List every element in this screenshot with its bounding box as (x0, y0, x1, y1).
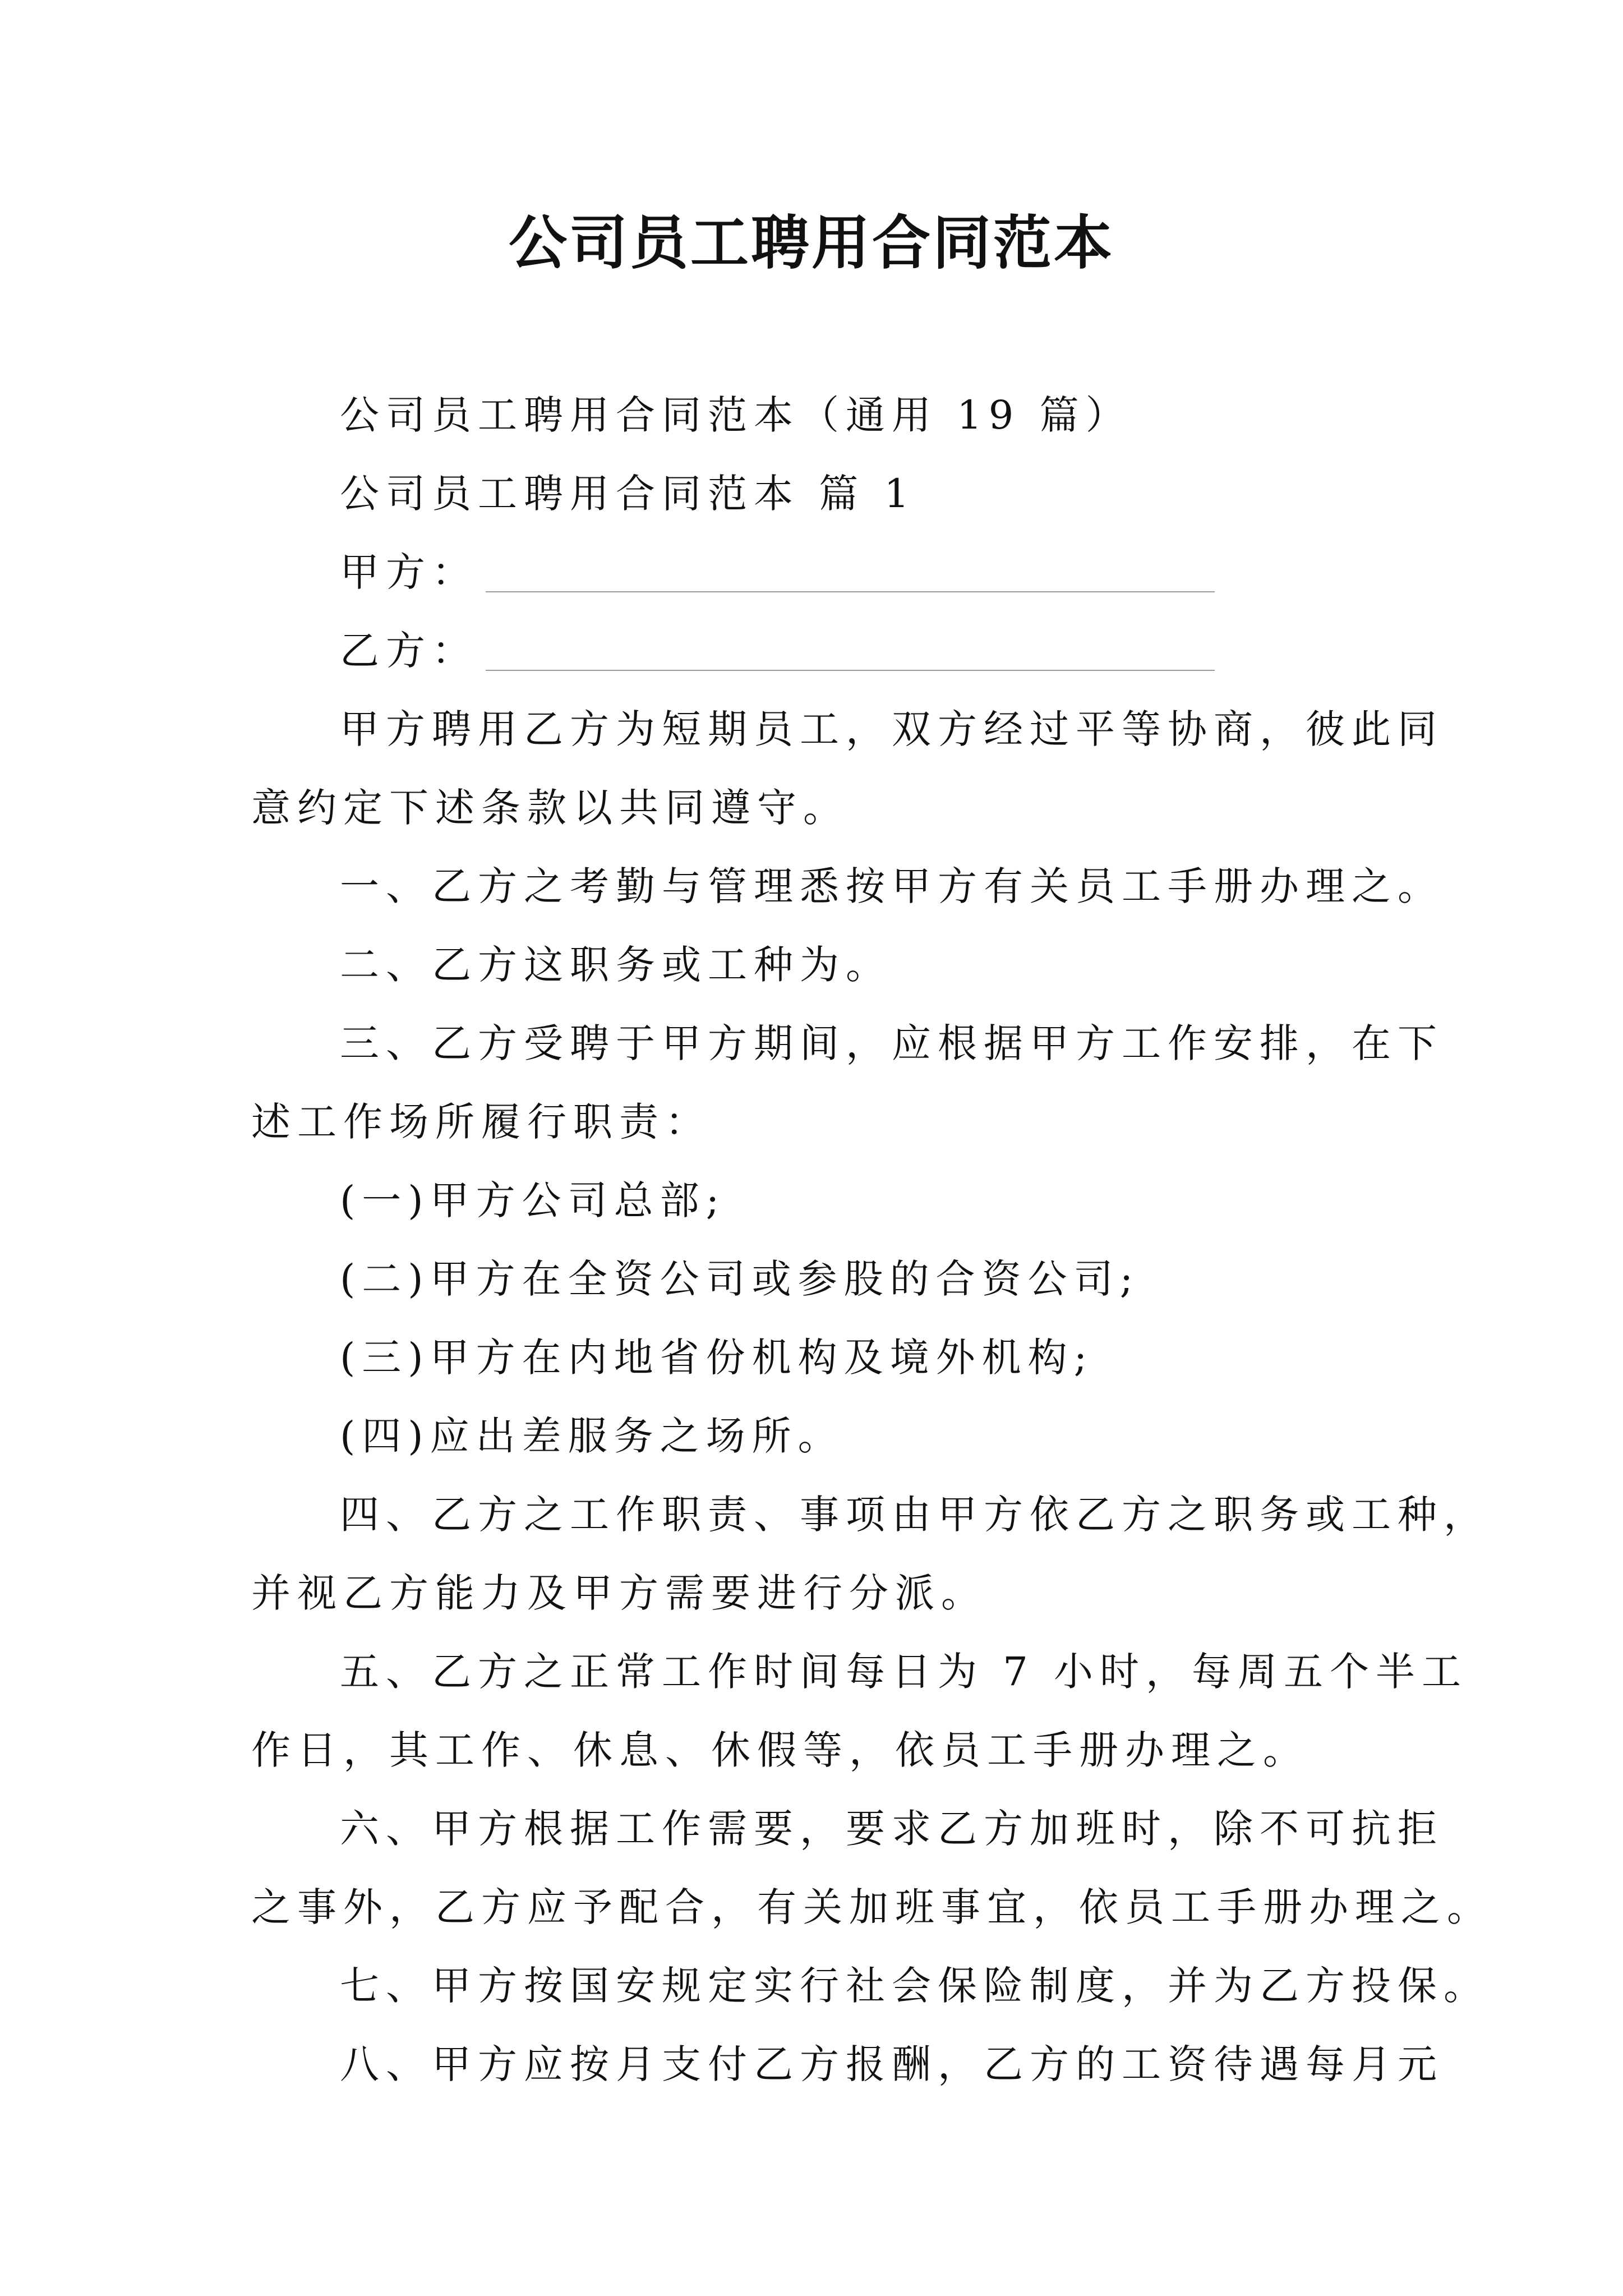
party-b-blank-line (486, 670, 1215, 671)
clause-5: 五、乙方之正常工作时间每日为 7 小时，每周五个半工 (340, 1649, 1468, 1695)
clause-6: 六、甲方根据工作需要，要求乙方加班时，除不可抗拒 (340, 1806, 1444, 1852)
clause-3-continued: 述工作场所履行职责： (251, 1099, 711, 1145)
sub-item-1: (一)甲方公司总部; (340, 1177, 726, 1223)
document-body (251, 376, 1493, 2104)
clause-5-continued: 作日，其工作、休息、休假等，依员工手册办理之。 (251, 1727, 1309, 1773)
document-title: 公司员工聘用合同范本 (508, 209, 1114, 277)
clause-1: 一、乙方之考勤与管理悉按甲方有关员工手册办理之。 (340, 863, 1444, 909)
clause-4: 四、乙方之工作职责、事项由甲方依乙方之职务或工种， (340, 1492, 1490, 1538)
clause-8: 八、甲方应按月支付乙方报酬，乙方的工资待遇每月元 (340, 2041, 1444, 2087)
party-a-label: 甲方： (340, 549, 478, 595)
paragraph-line: 意约定下述条款以共同遵守。 (251, 785, 849, 831)
clause-7: 七、甲方按国安规定实行社会保险制度，并为乙方投保。 (340, 1963, 1490, 2009)
paragraph-line: 甲方聘用乙方为短期员工，双方经过平等协商，彼此同 (340, 706, 1444, 752)
clause-6-continued: 之事外，乙方应予配合，有关加班事宜，依员工手册办理之。 (251, 1884, 1493, 1930)
party-b-row (251, 611, 1378, 690)
clause-3: 三、乙方受聘于甲方期间，应根据甲方工作安排，在下 (340, 1020, 1444, 1066)
sub-item-3: (三)甲方在内地省份机构及境外机构; (340, 1335, 1094, 1381)
party-b-label: 乙方： (340, 628, 478, 674)
sub-item-4: (四)应出差服务之场所。 (340, 1413, 844, 1459)
document-subtitle: 公司员工聘用合同范本（通用 19 篇） (340, 392, 1132, 438)
clause-2: 二、乙方这职务或工种为。 (340, 942, 892, 988)
party-a-blank-line (486, 591, 1215, 592)
section-heading: 公司员工聘用合同范本 篇 1 (340, 471, 916, 517)
clause-4-continued: 并视乙方能力及甲方需要进行分派。 (251, 1570, 987, 1616)
party-a-row (251, 533, 1378, 611)
sub-item-2: (二)甲方在全资公司或参股的合资公司; (340, 1256, 1140, 1302)
